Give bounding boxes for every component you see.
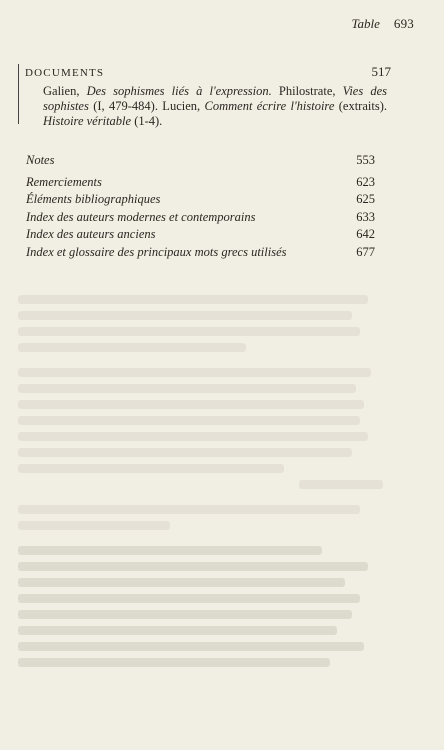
doc-text-part: Philostrate, bbox=[271, 84, 343, 98]
toc-entry-page: 677 bbox=[356, 244, 375, 259]
toc-entry-page: 642 bbox=[356, 227, 375, 241]
toc-entry bbox=[26, 210, 375, 228]
doc-text-part: (extraits). bbox=[334, 99, 387, 113]
toc-entry bbox=[26, 227, 375, 245]
doc-title-part: Vies des sophistes bbox=[43, 84, 388, 113]
toc-entry bbox=[26, 245, 375, 263]
table-of-contents bbox=[26, 153, 375, 262]
page-number: 693 bbox=[393, 16, 414, 31]
doc-title-part: Histoire véritable bbox=[43, 114, 132, 128]
doc-title-part: Des sophismes liés à l'expression. bbox=[86, 84, 272, 98]
bleed-through-texture bbox=[18, 295, 398, 715]
toc-entry-label: Notes bbox=[26, 153, 55, 167]
running-header bbox=[351, 16, 414, 32]
toc-entry-label: Éléments bibliographiques bbox=[26, 192, 161, 206]
documents-section bbox=[18, 64, 391, 128]
toc-entry bbox=[26, 192, 375, 210]
documents-heading-row bbox=[25, 64, 391, 80]
documents-heading: DOCUMENTS bbox=[25, 67, 105, 79]
toc-entry-page: 625 bbox=[356, 192, 375, 206]
doc-text-part: (1-4). bbox=[131, 114, 163, 128]
toc-entry-page: 553 bbox=[356, 153, 375, 167]
toc-entry-label: Remerciements bbox=[26, 174, 102, 189]
toc-entry bbox=[26, 175, 375, 193]
toc-entry-label: Index et glossaire des principaux mots grecs utilisés bbox=[26, 244, 287, 259]
doc-title-part: Comment écrire l'histoire bbox=[204, 99, 335, 113]
toc-entry-label: Index des auteurs anciens bbox=[26, 227, 156, 241]
toc-entry-page: 623 bbox=[356, 174, 375, 189]
running-title: Table bbox=[351, 16, 380, 31]
toc-entry-page: 633 bbox=[356, 209, 375, 224]
doc-text-part: Galien, bbox=[43, 84, 87, 98]
documents-page: 517 bbox=[371, 64, 391, 79]
documents-description bbox=[43, 84, 387, 129]
toc-entry-label: Index des auteurs modernes et contemporains bbox=[26, 209, 256, 224]
doc-text-part: (I, 479-484). Lucien, bbox=[88, 99, 205, 113]
toc-entry bbox=[26, 153, 375, 171]
